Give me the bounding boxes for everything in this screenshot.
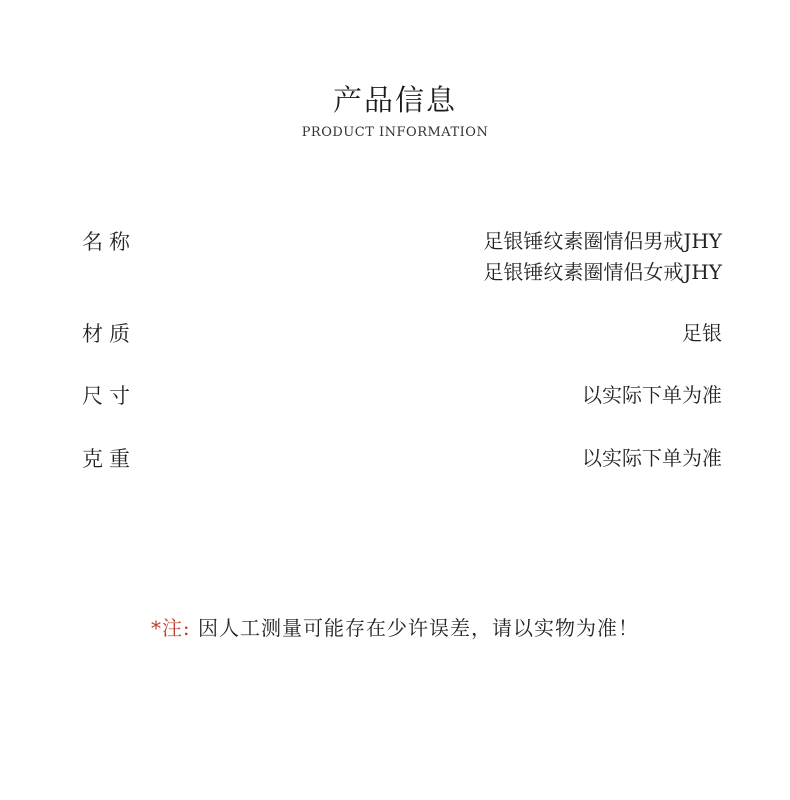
- spec-value-name-female: 足银锤纹素圈情侣女戒JHY: [483, 260, 722, 284]
- spec-values-name: [483, 226, 722, 288]
- spec-values-weight: [582, 443, 722, 474]
- spec-value-material: 足银: [682, 321, 722, 345]
- spec-label-size: 尺寸: [82, 384, 136, 408]
- page-subtitle: PRODUCT INFORMATION: [301, 125, 489, 140]
- note-text: 因人工测量可能存在少许误差，请以实物为准！: [190, 616, 640, 640]
- measurement-note: [0, 612, 790, 641]
- page-title: 产品信息: [332, 83, 457, 117]
- note-prefix: *注:: [150, 616, 191, 640]
- spec-values-size: [582, 380, 722, 411]
- spec-value-name-male: 足银锤纹素圈情侣男戒JHY: [483, 229, 722, 253]
- spec-label-name: 名称: [82, 230, 136, 254]
- spec-label-weight: 克重: [82, 447, 136, 471]
- spec-label-material: 材质: [82, 322, 136, 346]
- spec-value-weight: 以实际下单为准: [582, 446, 722, 470]
- spec-values-material: [682, 318, 722, 349]
- spec-value-size: 以实际下单为准: [582, 383, 722, 407]
